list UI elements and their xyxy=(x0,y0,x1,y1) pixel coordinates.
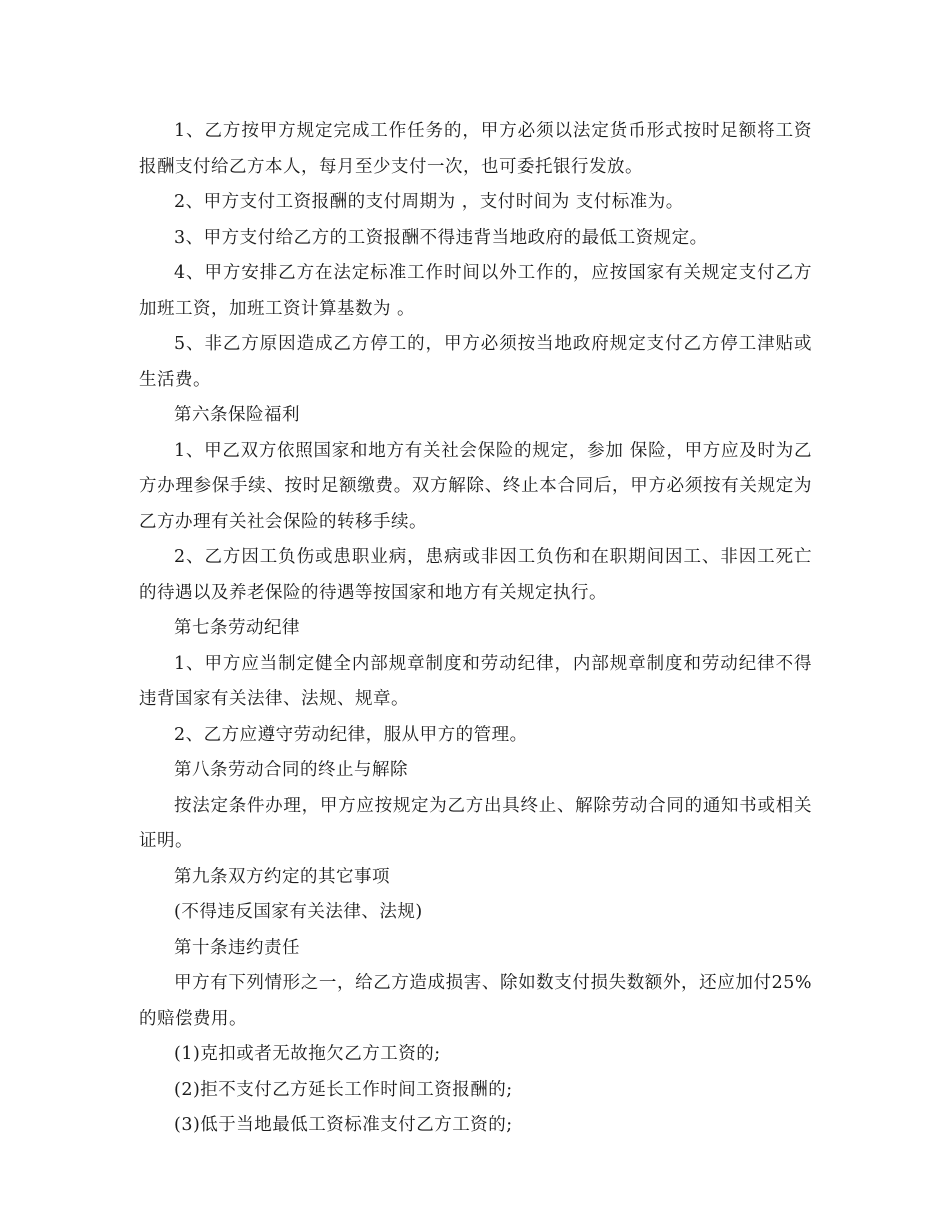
paragraph-liability: 甲方有下列情形之一，给乙方造成损害、除如数支付损失数额外，还应加付25%的赔偿费用。 xyxy=(139,973,812,1029)
list-item-liability-3: (3)低于当地最低工资标准支付乙方工资的; xyxy=(174,1115,513,1135)
section-heading-termination: 第八条劳动合同的终止与解除 xyxy=(174,760,408,780)
section-heading-other-matters: 第九条双方约定的其它事项 xyxy=(174,866,390,887)
paragraph-rules: 1、甲方应当制定健全内部规章制度和劳动纪律，内部规章制度和劳动纪律不得违背国家有关法律、法规、规章。 xyxy=(139,653,812,709)
paragraph-minimum-wage: 3、甲方支付给乙方的工资报酬不得违背当地政府的最低工资规定。 xyxy=(174,227,708,248)
paragraph-overtime-pay: 4、甲方安排乙方在法定标准工作时间以外工作的，应按国家有关规定支付乙方加班工资，加班工资计算基数为 。 xyxy=(139,263,812,319)
paragraph-obey-discipline: 2、乙方应遵守劳动纪律，服从甲方的管理。 xyxy=(174,724,528,745)
paragraph-injury-benefits: 2、乙方因工负伤或患职业病，患病或非因工负伤和在职期间因工、非因工死亡的待遇以及养老保险的待遇等按国家和地方有关规定执行。 xyxy=(139,547,812,603)
document-body xyxy=(139,114,812,1144)
paragraph-work-stoppage: 5、非乙方原因造成乙方停工的，甲方必须按当地政府规定支付乙方停工津贴或生活费。 xyxy=(139,334,812,390)
paragraph-social-insurance: 1、甲乙双方依照国家和地方有关社会保险的规定，参加 保险，甲方应及时为乙方办理参保手续、按时足额缴费。双方解除、终止本合同后，甲方必须按有关规定为乙方办理有关社会保险的转移手续。 xyxy=(139,440,812,532)
section-heading-discipline: 第七条劳动纪律 xyxy=(174,618,300,638)
paragraph-wage-cycle: 2、甲方支付工资报酬的支付周期为 ，支付时间为 支付标准为。 xyxy=(174,192,684,212)
paragraph-other-matters-note: (不得违反国家有关法律、法规) xyxy=(174,902,423,922)
paragraph-wage-payment: 1、乙方按甲方规定完成工作任务的，甲方必须以法定货币形式按时足额将工资报酬支付给乙方本人，每月至少支付一次，也可委托银行发放。 xyxy=(139,121,812,177)
list-item-liability-1: (1)克扣或者无故拖欠乙方工资的; xyxy=(174,1044,441,1064)
section-heading-insurance: 第六条保险福利 xyxy=(174,405,300,425)
list-item-liability-2: (2)拒不支付乙方延长工作时间工资报酬的; xyxy=(174,1079,513,1100)
section-heading-liability: 第十条违约责任 xyxy=(174,937,300,958)
paragraph-termination: 按法定条件办理，甲方应按规定为乙方出具终止、解除劳动合同的通知书或相关证明。 xyxy=(139,795,812,851)
